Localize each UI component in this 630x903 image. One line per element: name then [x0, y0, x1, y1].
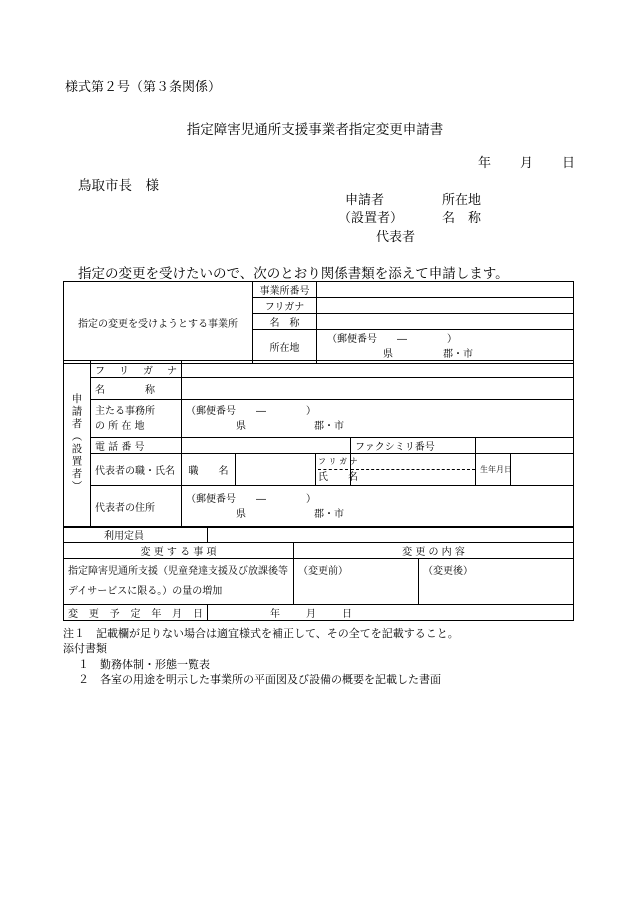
change-item-header: 変 更 す る 事 項: [64, 543, 294, 559]
date-day-label: 日: [562, 156, 576, 171]
change-before-cell[interactable]: [294, 559, 419, 605]
attachments-title: 添付書類: [63, 642, 107, 655]
facility-name-label: 名 称: [253, 314, 317, 330]
applicant-rep-pref: 県: [236, 508, 246, 520]
addressee: 鳥取市長 様: [78, 178, 159, 194]
applicant-furigana-label: フ リ ガ ナ: [91, 361, 182, 378]
applicant-position-label: 職 名: [182, 454, 236, 486]
facility-name-field[interactable]: [317, 314, 574, 330]
facility-city: 郡・市: [443, 348, 473, 360]
change-after-label: （変更後）: [423, 566, 473, 577]
facility-postal: （郵便番号 ― ）: [327, 333, 457, 345]
capacity-label: 利用定員: [64, 527, 208, 543]
applicant-phone-label: 電 話 番 号: [91, 438, 182, 454]
applicant-sub-label: （設置者）: [338, 211, 404, 226]
change-after-cell[interactable]: [419, 559, 574, 605]
applicant-office-label: 主たる事務所 の 所 在 地: [91, 400, 182, 438]
applicant-name-label: 名 称: [442, 211, 482, 226]
applicant-position-field[interactable]: [236, 454, 316, 486]
schedule-month: 月: [306, 609, 316, 620]
date-year-label: 年: [478, 156, 492, 171]
representative-label: 代表者: [376, 230, 416, 245]
applicant-rep-name-labels: フ リ ガ ナ 氏 名: [316, 454, 351, 486]
facility-number-label: 事業所番号: [253, 282, 317, 298]
applicant-pref: 県: [236, 420, 246, 432]
date-month-label: 月: [520, 156, 534, 171]
facility-address-field[interactable]: [317, 330, 574, 364]
applicant-label: 申請者: [345, 193, 385, 208]
attachment-2: ２ 各室の用途を明示した事業所の平面図及び設備の概要を記載した書面: [78, 673, 441, 686]
facility-section-label: 指定の変更を受けようとする事業所: [64, 282, 253, 364]
applicant-city: 郡・市: [314, 420, 344, 432]
form-number: 様式第２号（第３条関係）: [65, 80, 222, 95]
document-title: 指定障害児通所支援事業者指定変更申請書: [186, 122, 444, 138]
applicant-birthdate-field[interactable]: [511, 454, 574, 486]
applicant-table: [63, 360, 574, 528]
applicant-side-label: 申請者（設置者）: [64, 361, 91, 528]
note-1: 注１ 記載欄が足りない場合は適宜様式を補正して、その全てを記載すること。: [63, 627, 459, 640]
schedule-field[interactable]: [208, 605, 574, 621]
applicant-office-field[interactable]: [182, 400, 574, 438]
capacity-field[interactable]: [208, 527, 574, 543]
applicant-rep-address-field[interactable]: [182, 486, 574, 528]
schedule-label: 変 更 予 定 年 月 日: [64, 605, 208, 621]
attachment-1: １ 勤務体制・形態一覧表: [78, 658, 210, 671]
change-item-cell: 指定障害児通所支援（児童発達支援及び放課後等 デイサービスに限る。）の量の増加: [64, 559, 294, 605]
schedule-day: 日: [342, 609, 352, 620]
facility-table: [63, 281, 574, 364]
applicant-fax-label: ファクシミリ番号: [351, 438, 476, 454]
facility-pref: 県: [383, 348, 393, 360]
change-before-label: （変更前）: [298, 566, 348, 577]
applicant-furigana-field[interactable]: [182, 361, 574, 378]
intro-text: 指定の変更を受けたいので、次のとおり関係書類を添えて申請します。: [78, 266, 509, 282]
facility-furigana-label: フリガナ: [253, 298, 317, 314]
applicant-address-label: 所在地: [442, 193, 482, 208]
applicant-birthdate-label: 生年月日: [476, 454, 511, 486]
change-table: [63, 526, 574, 621]
facility-furigana-field[interactable]: [317, 298, 574, 314]
applicant-rep-address-label: 代表者の住所: [91, 486, 182, 528]
applicant-fax-field[interactable]: [476, 438, 574, 454]
applicant-rep-postal: （郵便番号 ― ）: [186, 493, 316, 505]
applicant-rep-name-field[interactable]: [351, 454, 476, 486]
applicant-rep-city: 郡・市: [314, 508, 344, 520]
applicant-postal: （郵便番号 ― ）: [186, 405, 316, 417]
applicant-name-label: 名 称: [91, 378, 182, 400]
applicant-rep-label: 代表者の職・氏名: [91, 454, 182, 486]
applicant-name-field[interactable]: [182, 378, 574, 400]
schedule-year: 年: [270, 609, 280, 620]
facility-address-label: 所在地: [253, 330, 317, 364]
change-content-header: 変 更 の 内 容: [294, 543, 574, 559]
facility-number-field[interactable]: [317, 282, 574, 298]
applicant-phone-field[interactable]: [182, 438, 351, 454]
